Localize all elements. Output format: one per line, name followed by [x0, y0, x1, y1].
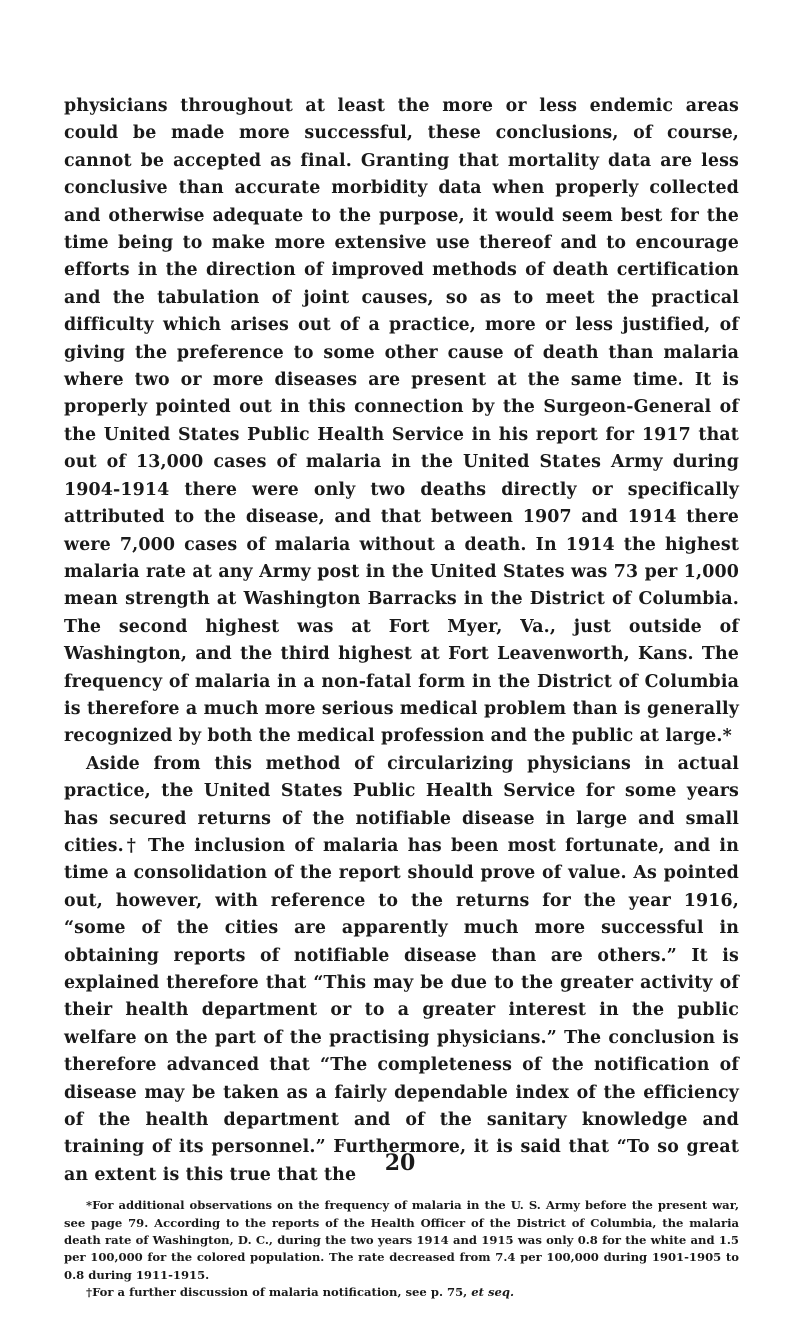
footnote-2	[64, 1284, 739, 1301]
document-page	[64, 93, 739, 1302]
paragraph-2: Aside from this method of circularizing physicians in actual practice, the United States Public Health Service for some years has secured returns of the notifiable disease in large and small cities.† The inclusion of malaria has been most fortunate, and in time a consolidation of the report should prove of value. As pointed out, however, with reference to the returns for the year 1916, “some of the cities are apparently much more successful in obtaining reports of notifiable disease than are others.” It is explained therefore that “This may be due to the greater activity of their health department or to a greater interest in the public welfare on the part of the practising physicians.” The conclusion is therefore advanced that “The completeness of the notification of disease may be taken as a fairly dependable index of the efficiency of the health department and of the sanitary knowledge and training of its personnel.” Furthermore, it is said that “To so great an extent is this true that the	[64, 753, 739, 1185]
footnotes	[64, 1197, 739, 1301]
body-text	[64, 93, 739, 1189]
footnote-2-text: †For a further discussion of malaria notification, see p. 75,	[86, 1285, 472, 1300]
footnote-2-italic: et seq.	[471, 1285, 515, 1300]
footnote-1: *For additional observations on the frequency of malaria in the U. S. Army before the present war, see page 79. According to the reports of the Health Officer of the District of Columbia, the malaria death rate of Washington, D. C., during the two years 1914 and 1915 was only 0.8 for the white and 1.5 per 100,000 for the colored population. The rate decreased from 7.4 per 100,000 during 1901-1905 to 0.8 during 1911-1915.	[64, 1198, 739, 1282]
paragraph-1: physicians throughout at least the more or less endemic areas could be made more successful, these conclusions, of course, cannot be accepted as final. Granting that mortality data are less conclusive than accurate morbidity data when properly collected and otherwise adequate to the purpose, it would seem best for the time being to make more extensive use thereof and to encourage efforts in the direction of improved methods of death certification and the tabulation of joint causes, so as to meet the practical difficulty which arises out of a practice, more or less justified, of giving the preference to some other cause of death than malaria where two or more diseases are present at the same time. It is properly pointed out in this connection by the Surgeon-General of the United States Public Health Service in his report for 1917 that out of 13,000 cases of malaria in the United States Army during 1904-1914 there were only two deaths directly or specifically attributed to the disease, and that between 1907 and 1914 there were 7,000 cases of malaria without a death. In 1914 the highest malaria rate at any Army post in the United States was 73 per 1,000 mean strength at Washington Barracks in the District of Columbia. The second highest was at Fort Myer, Va., just outside of Washington, and the third highest at Fort Leavenworth, Kans. The frequency of malaria in a non-fatal form in the District of Columbia is therefore a much more serious medical problem than is generally recognized by both the medical profession and the public at large.*	[64, 96, 739, 747]
page-number: 20	[384, 1150, 416, 1176]
